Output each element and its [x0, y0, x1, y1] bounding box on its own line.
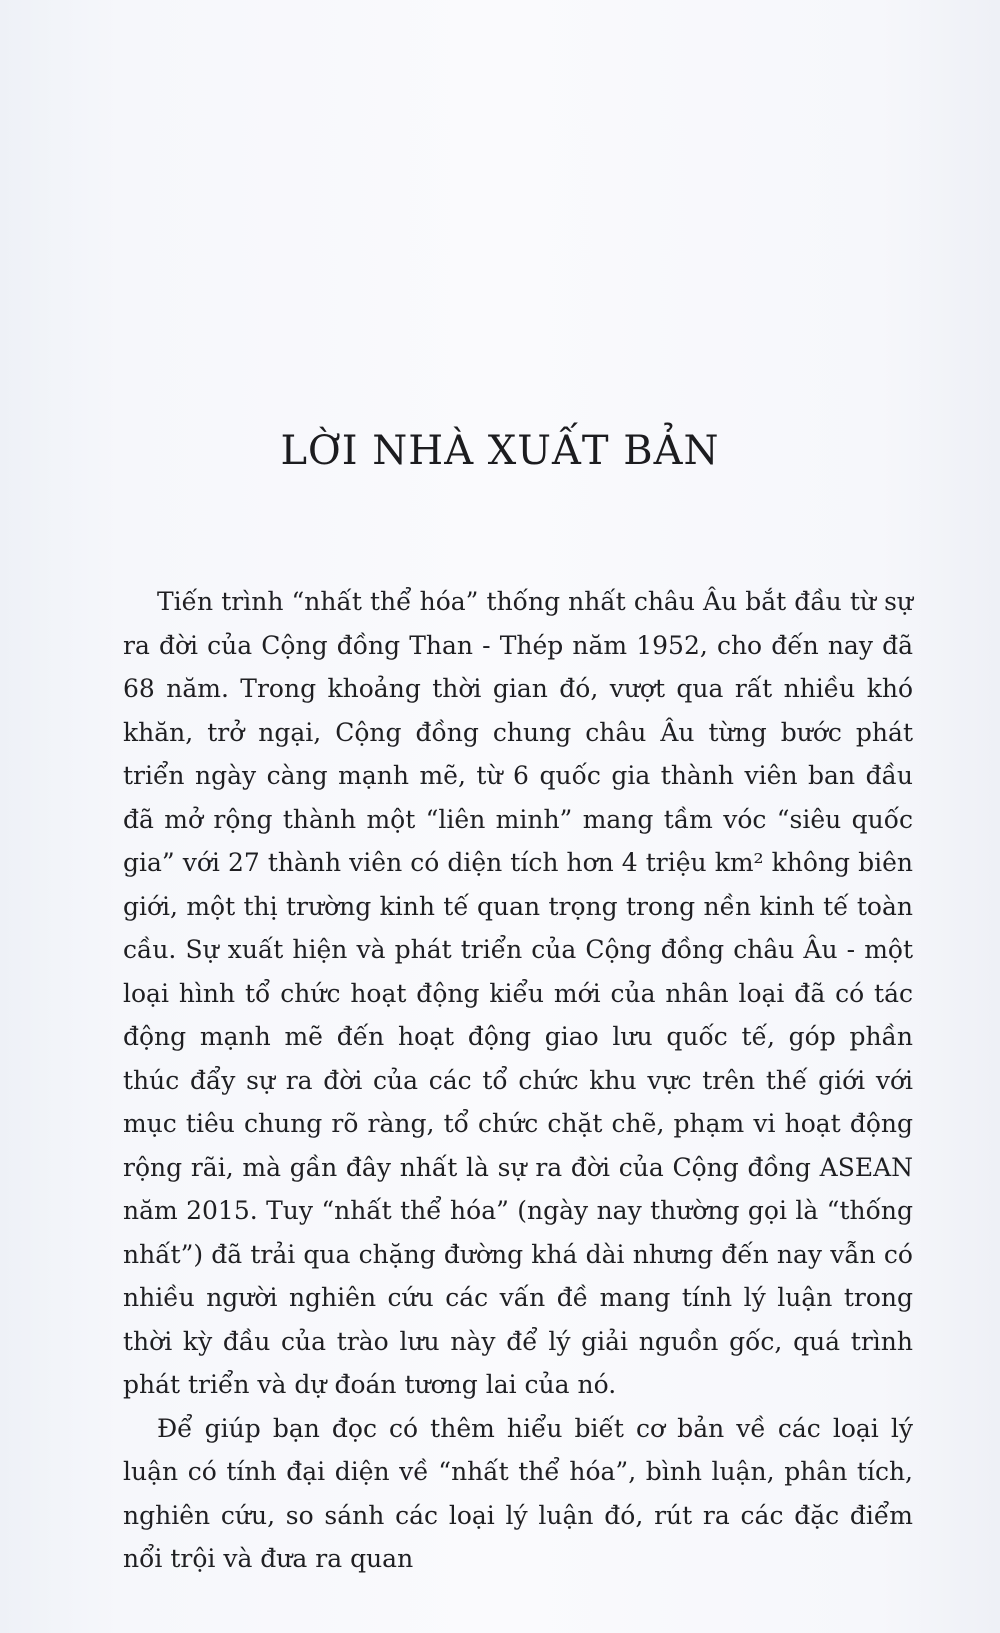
paragraph-2: Để giúp bạn đọc có thêm hiểu biết cơ bản về các loại lý luận có tính đại diện về “nhất thể hóa”, bình luận, phân tích, nghiên cứu, so sánh các loại lý luận đó, rút ra các đặc điểm nổi trội và đưa ra quan: [123, 1413, 913, 1573]
body-text: [123, 580, 913, 1581]
paragraph-1: Tiến trình “nhất thể hóa” thống nhất châu Âu bắt đầu từ sự ra đời của Cộng đồng Than - Thép năm 1952, cho đến nay đã 68 năm. Trong khoảng thời gian đó, vượt qua rất nhiều khó khăn, trở ngại, Cộng đồng chung châu Âu từng bước phát triển ngày càng mạnh mẽ, từ 6 quốc gia thành viên ban đầu đã mở rộng thành một “liên minh” mang tầm vóc “siêu quốc gia” với 27 thành viên có diện tích hơn 4 triệu km² không biên giới, một thị trường kinh tế quan trọng trong nền kinh tế toàn cầu. Sự xuất hiện và phát triển của Cộng đồng châu Âu - một loại hình tổ chức hoạt động kiểu mới của nhân loại đã có tác động mạnh mẽ đến hoạt động giao lưu quốc tế, góp phần thúc đẩy sự ra đời của các tổ chức khu vực trên thế giới với mục tiêu chung rõ ràng, tổ chức chặt chẽ, phạm vi hoạt động rộng rãi, mà gần đây nhất là sự ra đời của Cộng đồng ASEAN năm 2015. Tuy “nhất thể hóa” (ngày nay thường gọi là “thống nhất”) đã trải qua chặng đường khá dài nhưng đến nay vẫn có nhiều người nghiên cứu các vấn đề mang tính lý luận trong thời kỳ đầu của trào lưu này để lý giải nguồn gốc, quá trình phát triển và dự đoán tương lai của nó.: [123, 587, 913, 1399]
page-title: LỜI NHÀ XUẤT BẢN: [280, 428, 720, 474]
